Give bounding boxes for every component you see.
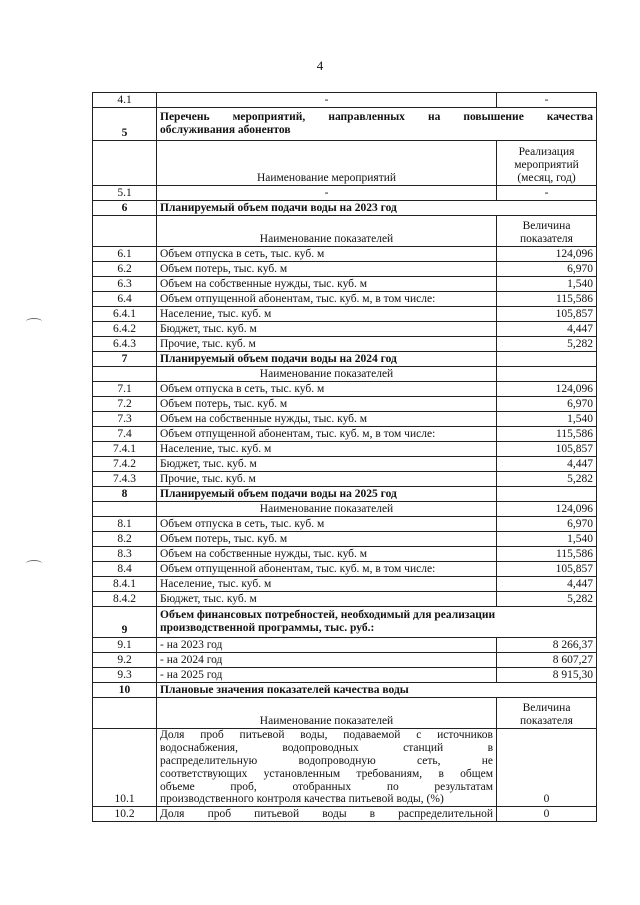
row-value: 105,857 — [497, 442, 597, 457]
program-table-body — [93, 93, 597, 822]
table-row — [93, 442, 597, 457]
row-number: 9.2 — [93, 653, 157, 668]
row-value: 6,970 — [497, 397, 597, 412]
row-value: 8 266,37 — [497, 638, 597, 653]
row-name: Население, тыс. куб. м — [157, 307, 497, 322]
row-value: 4,447 — [497, 322, 597, 337]
row-name-line: водоснабжения, водопроводных станций в — [160, 741, 493, 754]
table-row — [93, 517, 597, 532]
table-row — [93, 807, 597, 822]
column-header-name: Наименование показателей — [157, 216, 497, 247]
row-name: - на 2025 год — [157, 668, 497, 683]
empty-cell — [93, 367, 157, 382]
table-row — [93, 577, 597, 592]
page-number: 4 — [316, 58, 324, 73]
row-name: Доля проб питьевой воды в распределительной — [157, 807, 497, 822]
table-row — [93, 337, 597, 352]
row-value: 6,970 — [497, 517, 597, 532]
section-title — [157, 108, 597, 141]
table-row — [93, 427, 597, 442]
row-name: Население, тыс. куб. м — [157, 442, 497, 457]
row-value: 8 915,30 — [497, 668, 597, 683]
row-value: 1,540 — [497, 412, 597, 427]
row-value: 4,447 — [497, 457, 597, 472]
table-row — [93, 668, 597, 683]
row-name: - — [157, 93, 497, 108]
table-row — [93, 547, 597, 562]
row-value: 124,096 — [497, 382, 597, 397]
column-header-row — [93, 367, 597, 382]
column-header-impl: Реализация мероприятий (месяц, год) — [497, 141, 597, 186]
row-value: 5,282 — [497, 337, 597, 352]
table-row — [93, 457, 597, 472]
empty-cell — [93, 141, 157, 186]
column-header-value: Величина показателя — [497, 698, 597, 729]
column-header-name: Наименование мероприятий — [157, 141, 497, 186]
row-name: Объем отпущенной абонентам, тыс. куб. м, в том числе: — [157, 427, 497, 442]
row-name: Объем потерь, тыс. куб. м — [157, 532, 497, 547]
table-row — [93, 729, 597, 807]
column-header-name: Наименование показателей — [157, 698, 497, 729]
row-number: 8.1 — [93, 517, 157, 532]
table-row — [93, 592, 597, 607]
table-row — [93, 292, 597, 307]
margin-mark — [26, 560, 42, 567]
row-name: Прочие, тыс. куб. м — [157, 472, 497, 487]
row-value: 6,970 — [497, 262, 597, 277]
table-row — [93, 653, 597, 668]
row-number: 8.4.2 — [93, 592, 157, 607]
row-name-line: производственного контроля качества питьевой воды, (%) — [160, 793, 444, 806]
empty-cell — [93, 502, 157, 517]
section-header-row — [93, 683, 597, 698]
table-row — [93, 472, 597, 487]
row-number: 6.4.1 — [93, 307, 157, 322]
table-row — [93, 262, 597, 277]
row-number: 6.4 — [93, 292, 157, 307]
row-number: 9.3 — [93, 668, 157, 683]
table-row — [93, 93, 597, 108]
table-row — [93, 562, 597, 577]
row-number: 6.2 — [93, 262, 157, 277]
section-title-line: обслуживания абонентов — [160, 124, 291, 136]
row-name: - — [157, 186, 497, 201]
column-header-row — [93, 141, 597, 186]
row-name: Объем потерь, тыс. куб. м — [157, 397, 497, 412]
row-name: Прочие, тыс. куб. м — [157, 337, 497, 352]
table-row — [93, 247, 597, 262]
table-row — [93, 532, 597, 547]
section-header-row — [93, 352, 597, 367]
row-name: Объем отпуска в сеть, тыс. куб. м — [157, 247, 497, 262]
row-value: 0 — [497, 729, 597, 807]
empty-cell — [93, 698, 157, 729]
section-title: Планируемый объем подачи воды на 2025 год — [157, 487, 497, 502]
table-row — [93, 277, 597, 292]
table-row — [93, 186, 597, 201]
row-value: 124,096 — [497, 502, 597, 517]
row-number: 10.2 — [93, 807, 157, 822]
row-number: 7.4.2 — [93, 457, 157, 472]
column-header-row — [93, 216, 597, 247]
table-row — [93, 382, 597, 397]
column-header-row — [93, 502, 597, 517]
column-header-row — [93, 698, 597, 729]
row-name: Объем на собственные нужды, тыс. куб. м — [157, 412, 497, 427]
row-number: 8.3 — [93, 547, 157, 562]
section-header-row — [93, 108, 597, 141]
row-value: 124,096 — [497, 247, 597, 262]
row-value: 0 — [497, 807, 597, 822]
row-name: Бюджет, тыс. куб. м — [157, 457, 497, 472]
section-number: 8 — [93, 487, 157, 502]
row-number: 8.4.1 — [93, 577, 157, 592]
program-table — [92, 92, 597, 822]
row-name: Бюджет, тыс. куб. м — [157, 592, 497, 607]
row-name: Объем потерь, тыс. куб. м — [157, 262, 497, 277]
section-number: 9 — [93, 607, 157, 638]
row-number: 5.1 — [93, 186, 157, 201]
row-number: 10.1 — [93, 729, 157, 807]
section-header-row — [93, 487, 597, 502]
row-name: - на 2024 год — [157, 653, 497, 668]
row-value: - — [497, 93, 597, 108]
empty-cell — [497, 352, 597, 367]
row-name-line: объеме проб, отобранных по результатам — [160, 780, 493, 793]
section-title-line: Перечень мероприятий, направленных на повышение качества — [160, 111, 593, 124]
row-name: Объем отпущенной абонентам, тыс. куб. м, в том числе: — [157, 292, 497, 307]
row-name: Объем на собственные нужды, тыс. куб. м — [157, 547, 497, 562]
row-number: 6.1 — [93, 247, 157, 262]
section-header-row — [93, 607, 597, 638]
column-header-value: Величина показателя — [497, 216, 597, 247]
row-number: 7.2 — [93, 397, 157, 412]
row-value: 5,282 — [497, 472, 597, 487]
row-name: Бюджет, тыс. куб. м — [157, 322, 497, 337]
row-name-line: распределительную водопроводную сеть, не — [160, 754, 493, 767]
table-row — [93, 397, 597, 412]
table-row — [93, 307, 597, 322]
row-value: 115,586 — [497, 547, 597, 562]
section-title — [157, 607, 597, 638]
section-header-row — [93, 201, 597, 216]
section-number: 7 — [93, 352, 157, 367]
row-value: 4,447 — [497, 577, 597, 592]
row-value: 8 607,27 — [497, 653, 597, 668]
row-number: 7.1 — [93, 382, 157, 397]
row-value: 105,857 — [497, 562, 597, 577]
row-value: 1,540 — [497, 532, 597, 547]
section-number: 5 — [93, 108, 157, 141]
row-value: 1,540 — [497, 277, 597, 292]
row-name: Объем отпущенной абонентам, тыс. куб. м, в том числе: — [157, 562, 497, 577]
row-number: 8.4 — [93, 562, 157, 577]
section-title-line: производственной программы, тыс. руб.: — [160, 622, 375, 634]
row-name: Население, тыс. куб. м — [157, 577, 497, 592]
table-row — [93, 638, 597, 653]
table-row — [93, 412, 597, 427]
row-number: 8.2 — [93, 532, 157, 547]
empty-cell — [497, 487, 597, 502]
section-number: 6 — [93, 201, 157, 216]
table-row — [93, 322, 597, 337]
row-name: Объем отпуска в сеть, тыс. куб. м — [157, 517, 497, 532]
column-header-name: Наименование показателей — [157, 367, 497, 382]
row-name: Объем на собственные нужды, тыс. куб. м — [157, 277, 497, 292]
row-value: 5,282 — [497, 592, 597, 607]
row-number: 6.4.3 — [93, 337, 157, 352]
section-title: Планируемый объем подачи воды на 2023 год — [157, 201, 597, 216]
row-name-line: соответствующих установленным требованиям, в общем — [160, 767, 493, 780]
row-number: 7.3 — [93, 412, 157, 427]
section-number: 10 — [93, 683, 157, 698]
row-name — [157, 729, 497, 807]
row-name: - на 2023 год — [157, 638, 497, 653]
row-name-line: Доля проб питьевой воды, подаваемой с источников — [160, 729, 493, 741]
row-number: 7.4.3 — [93, 472, 157, 487]
column-header-name: Наименование показателей — [157, 502, 497, 517]
row-name: Объем отпуска в сеть, тыс. куб. м — [157, 382, 497, 397]
row-value: 105,857 — [497, 307, 597, 322]
row-value: 115,586 — [497, 427, 597, 442]
row-number: 7.4.1 — [93, 442, 157, 457]
row-number: 4.1 — [93, 93, 157, 108]
row-number: 7.4 — [93, 427, 157, 442]
section-title: Плановые значения показателей качества воды — [157, 683, 597, 698]
section-title: Планируемый объем подачи воды на 2024 год — [157, 352, 497, 367]
row-number: 9.1 — [93, 638, 157, 653]
section-title-line: Объем финансовых потребностей, необходимый для реализации — [160, 609, 496, 622]
margin-mark — [26, 318, 42, 325]
row-number: 6.4.2 — [93, 322, 157, 337]
empty-cell — [93, 216, 157, 247]
row-number: 6.3 — [93, 277, 157, 292]
empty-cell — [497, 367, 597, 382]
row-value: 115,586 — [497, 292, 597, 307]
row-value: - — [497, 186, 597, 201]
